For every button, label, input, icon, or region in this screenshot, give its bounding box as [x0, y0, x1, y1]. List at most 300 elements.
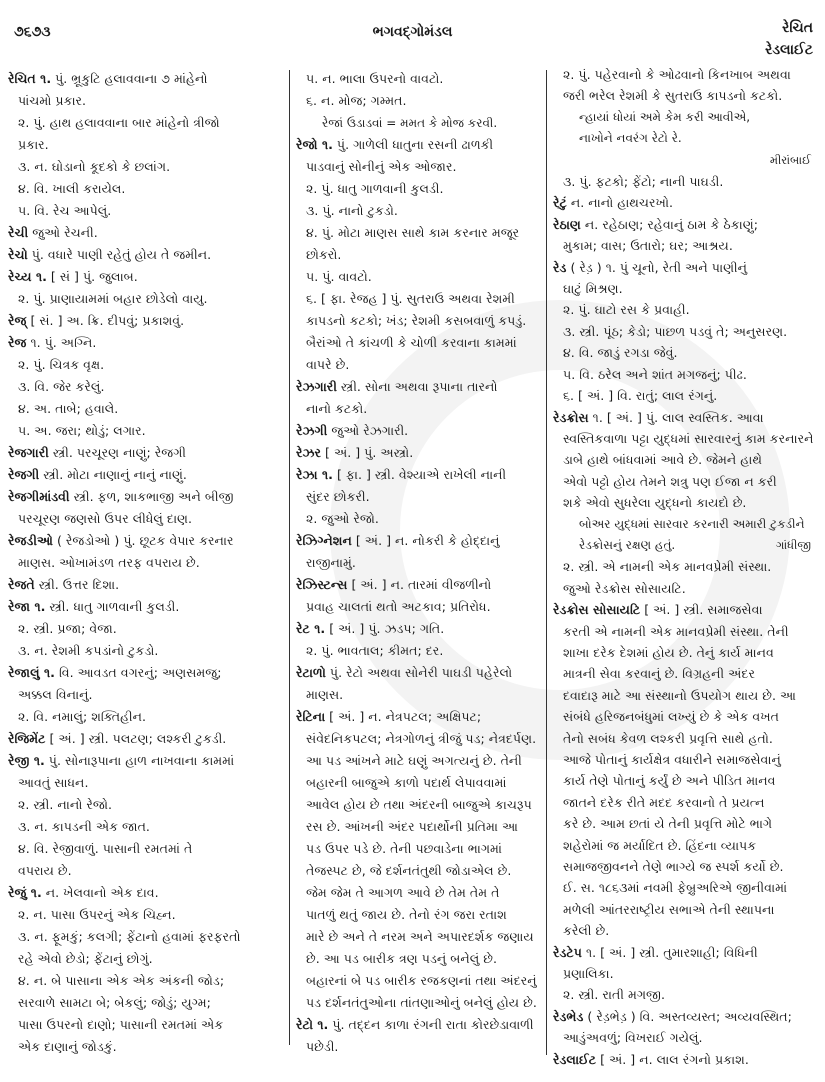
quotation-line: [553, 514, 819, 535]
quotation-line: [553, 107, 819, 128]
continuation-line: [553, 813, 819, 834]
continuation-line: [296, 728, 540, 750]
sense-line: [553, 299, 819, 320]
definition-text: પ્રકાર.: [18, 137, 49, 152]
definition-text: [ સં. ] અ. ક્રિ. દીપવું; પ્રકાશવું.: [26, 313, 185, 328]
headword: રેઝગી: [296, 423, 328, 438]
definition-text: સમાજજીવનને તેણે ભાગ્યે જ સ્પર્શ કર્યો છે.: [563, 859, 784, 875]
definition-text: માણસ. ઓખામંડળ તરફ વપરાય છે.: [18, 555, 200, 570]
definition-text: આજે પોતાનું કાર્યક્ષેત્ર વધારીને સમાજસેવાનું: [563, 752, 781, 767]
definition-text: સંબંધે હરિજનબંધુમાં લખ્યું છે કે એક વખત: [563, 709, 779, 725]
definition-text: ૬. ન. મોજ; ગમ્મત.: [306, 93, 407, 108]
headword: રેજ્: [8, 313, 27, 328]
sense-line: [296, 178, 540, 200]
continuation-line: [8, 90, 284, 112]
column-3: [553, 64, 819, 1070]
definition-text: ૨. સ્ત્રી. નાનો રેજો.: [18, 797, 112, 812]
definition-text: વિ. આવડત વગરનું; અણસમજુ;: [54, 665, 222, 680]
definition-text: ૪. વિ. ખાલી કરાયેલ.: [18, 181, 126, 196]
definition-text: ૨. પું. પહેરવાનો કે ઓઢવાનો કિનખાબ અથવા: [563, 67, 791, 82]
sense-line: [8, 398, 284, 420]
sense-line: [296, 508, 540, 530]
definition-text: જાતને દરેક રીતે મદદ કરવાનો તે પ્રયત્ન: [563, 794, 765, 810]
entry-headline: [8, 662, 284, 684]
definition-text: [ અં. ] ન. નોકરી કે હોદ્દાનું: [351, 533, 500, 548]
definition-text: પાડવાનું સોનીનું એક ઓજાર.: [306, 159, 457, 174]
continuation-line: [553, 235, 819, 256]
definition-text: સરવાળે સામટા બે; બેકલું; જોડું; યુગ્મ;: [18, 995, 211, 1010]
quotation-line: [553, 535, 819, 556]
headword: રેડટેપ: [553, 944, 582, 960]
continuation-line: [8, 992, 284, 1014]
definition-text: ૪. વિ. જાડું રગડા જેવું.: [563, 345, 678, 361]
headword: રેજાલું ૧.: [8, 665, 55, 680]
continuation-line: [296, 882, 540, 904]
definition-text: આ પડ આંખને માટે ઘણું અગત્યનું છે. તેની: [306, 753, 522, 768]
definition-text: કરેલી છે.: [563, 923, 610, 939]
definition-text: છોકરો.: [306, 247, 342, 262]
entry-headline: [296, 376, 540, 398]
definition-text: ન. રહેઠાણ; રહેવાનું ઠામ કે ઠેકાણું;: [580, 216, 758, 232]
headword: રેઝગારી: [296, 379, 337, 394]
continuation-line: [296, 904, 540, 926]
definition-text: ૩. સ્ત્રી. પૂંઠ; કેડો; પાછળ પડવું તે; અનુસરણ.: [563, 323, 788, 339]
definition-text: ડાબે હાથે બાંધવામાં આવે છે. જેમને હાથે: [563, 452, 762, 468]
continuation-line: [296, 596, 540, 618]
sense-line: [8, 288, 284, 310]
definition-text: મુકામ; વાસ; ઉતારો; ઘર; આશ્રય.: [563, 238, 733, 254]
continuation-line: [296, 486, 540, 508]
continuation-line: [296, 926, 540, 948]
headword: રેજગારી: [8, 445, 49, 460]
headword: રેટો ૧.: [296, 1017, 329, 1032]
definition-text: ૨. પું. હાથ હલાવવાના બાર માંહેનો ત્રીજો: [18, 115, 220, 130]
continuation-line: [8, 1014, 284, 1036]
definition-text: ૨. વિ. નમાલું; શક્તિહીન.: [18, 709, 147, 724]
sense-line: [8, 640, 284, 662]
entry-headline: [553, 257, 819, 278]
headword: રેચ્ય ૧.: [8, 269, 47, 284]
sense-line: [553, 385, 819, 406]
continuation-line: [296, 750, 540, 772]
entry-headline: [8, 882, 284, 904]
continuation-line: [296, 354, 540, 376]
definition-text: અક્કલ વિનાનું.: [18, 687, 93, 702]
definition-text: મીરાંબાઈ: [769, 152, 811, 167]
definition-text: ૫. ન. ભાલા ઉપરનો વાવટો.: [306, 71, 444, 86]
continuation-line: [8, 552, 284, 574]
entry-headline: [8, 222, 284, 244]
continuation-line: [553, 877, 819, 898]
definition-text: ૫. વિ. ઠરેલ અને શાંત મગજનું; પીઢ.: [563, 366, 747, 382]
definition-text: ૨. સ્ત્રી. પ્રજા; વેજા.: [18, 621, 117, 636]
definition-text: શાખા દરેક દેશમાં હોય છે. તેનું કાર્ય માનવ: [563, 644, 774, 660]
definition-text: સ્ત્રી. સોના અથવા રૂપાના તારનો: [336, 379, 498, 394]
definition-text: શહેરોમાં જ મર્યાદિત છે. હિંદના વ્યાપક: [563, 837, 757, 853]
definition-text: ૨. પું. ઘાટો રસ કે પ્રવાહી.: [563, 302, 690, 318]
headword: રેઝિગ્નેશન: [296, 533, 352, 548]
definition-text: મળેલી આંતરરાષ્ટ્રીય સભાએ તેની સ્થાપના: [563, 901, 775, 917]
definition-text: ૩. ન. ઘોડાનો કૂદકો કે છલાંગ.: [18, 159, 171, 174]
definition-text: ૪. વિ. રેજીવાળું. પાસાની રમતમાં તે: [18, 841, 193, 856]
headword: રેઝર: [296, 445, 322, 460]
entry-headline: [8, 464, 284, 486]
sense-line: [8, 178, 284, 200]
definition-text: પડ દર્શનતંતુઓના તાંતણાઓનું બનેલું હોય છે.: [306, 995, 537, 1010]
quotation-attribution: ગાંધીજી: [775, 537, 811, 552]
continuation-line: [296, 156, 540, 178]
definition-text: કરતી એ નામની એક માનવપ્રેમી સંસ્થા. તેની: [563, 623, 789, 639]
definition-text: બોઅર યુદ્ધમાં સારવાર કરનારી અમારી ટુકડીને: [579, 516, 805, 531]
entry-headline: [553, 1049, 819, 1070]
definition-text: પાતળું થતું જાય છે. તેનો રંગ જરા રતાશ: [306, 907, 507, 922]
continuation-line: [553, 856, 819, 877]
column-divider: [546, 70, 547, 1055]
definition-text: દવાદારૂ માટે આ સંસ્થાનો ઉપયોગ થાય છે. આ: [563, 687, 797, 703]
entry-headline: [296, 464, 540, 486]
definition-text: ૩. પું. ફટકો; ફેંટો; નાની પાઘડી.: [563, 174, 724, 190]
entry-headline: [8, 244, 284, 266]
sense-line: [8, 156, 284, 178]
continuation-line: [296, 310, 540, 332]
definition-text: માત્રની સેવા કરવાનું છે. વિગ્રહની અંદર: [563, 666, 755, 682]
continuation-line: [296, 398, 540, 420]
entry-headline: [8, 442, 284, 464]
headword: રેડલાઈટ: [553, 1051, 597, 1067]
definition-text: પ્રણાલિકા.: [563, 966, 614, 982]
definition-text: કાપડનો કટકો; ખંડ; રેશમી કસબવાળું કપડું.: [306, 313, 527, 328]
headword: રેજું ૧.: [8, 885, 42, 900]
definition-text: [ ફા. ] સ્ત્રી. વેશ્યાએ રાખેલી નાની: [332, 467, 507, 482]
definition-text: ૫. પું. વાવટો.: [306, 269, 372, 284]
definition-text: તેજસ્પટ છે, જે દર્શનતંતુથી જોડાએલ છે.: [306, 863, 512, 878]
continuation-line: [553, 685, 819, 706]
headword: રેઠાણ: [553, 216, 581, 232]
entry-headline: [8, 68, 284, 90]
definition-text: [ અં. ] ન. નેત્રપટલ; અક્ષિપટ;: [325, 709, 482, 724]
definition-text: પાસા ઉપરનો દાણો; પાસાની રમતમાં એક: [18, 1017, 224, 1032]
sense-line: [553, 321, 819, 342]
continuation-line: [553, 792, 819, 813]
continuation-line: [8, 508, 284, 530]
entry-headline: [8, 574, 284, 596]
definition-text: ૬. [ ફા. રેજહ ] પું. સુતરાઉ અથવા રેશમી: [306, 291, 515, 306]
sense-line: [553, 556, 819, 577]
headword: રેટિના: [296, 709, 326, 724]
continuation-line: [553, 899, 819, 920]
definition-text: વાપરે છે.: [306, 357, 350, 372]
sense-line: [8, 904, 284, 926]
entry-headline: [8, 596, 284, 618]
definition-text: પું. ભ્રૂકુટિ હલાવવાના ૭ માંહેનો: [51, 71, 208, 86]
definition-text: પડ ઉપર પડે છે. તેની પછવાડેના ભાગમાં: [306, 841, 503, 856]
page-title: ભગવદ્ગોમંડલ: [372, 24, 453, 40]
quotation-attribution: [553, 150, 819, 171]
continuation-line: [296, 816, 540, 838]
continuation-line: [553, 706, 819, 727]
sense-line: [553, 342, 819, 363]
definition-text: ૩. વિ. જેર કરેલું.: [18, 379, 105, 394]
entry-headline: [553, 599, 819, 620]
definition-text: જુઓ રેઝગારી.: [327, 423, 409, 438]
page-number: ૭૬૭૩: [14, 24, 51, 40]
definition-text: જુઓ રેડક્રોસ સોસાયટિ.: [563, 580, 686, 596]
headword: રેજતે: [8, 577, 35, 592]
headword: રેડ: [553, 259, 567, 275]
continuation-line: [296, 970, 540, 992]
definition-text: પું. રેટો અથવા સોનેરી પાઘડી પહેરેલો: [325, 665, 513, 680]
sense-line: [296, 266, 540, 288]
definition-text: ન્હાયાં ધોયાં અમે કેમ કરી આવીએ,: [579, 109, 751, 124]
definition-text: ૨. પું. ભાવતાલ; કીમત; દર.: [306, 643, 444, 658]
sense-line: [8, 838, 284, 860]
definition-text: પછેડી.: [306, 1039, 339, 1054]
definition-text: એવો પટ્ટો હોય તેમને શત્રુ પણ ઈજા ન કરી: [563, 473, 777, 489]
entry-headline: [296, 420, 540, 442]
headword: રેડક્રોસ: [553, 409, 589, 425]
definition-text: ( રેજડોઓ ) પું. છૂટક વેપાર કરનાર: [52, 533, 234, 548]
sense-line: [8, 794, 284, 816]
entry-headline: [8, 486, 284, 508]
headword: રેડભેડ: [553, 1008, 584, 1024]
sense-line: [296, 200, 540, 222]
definition-text: એક દાણાનું જોડકું.: [18, 1039, 117, 1054]
continuation-line: [553, 749, 819, 770]
definition-text: ૨. પું. ધાતુ ગાળવાની કુલડી.: [306, 181, 444, 196]
definition-text: સ્ત્રી. મોટા નાણાનું નાનું નાણું.: [39, 467, 187, 482]
continuation-line: [8, 948, 284, 970]
definition-text: રહે એવો છેડો; ફેંટાનું છોગું.: [18, 951, 153, 966]
entry-headline: [296, 662, 540, 684]
sense-line: [8, 970, 284, 992]
definition-text: સ્ત્રી. ફળ, શાકભાજી અને બીજી: [69, 489, 234, 504]
entry-headline: [8, 332, 284, 354]
continuation-line: [296, 838, 540, 860]
sense-line: [553, 364, 819, 385]
continuation-line: [296, 1036, 540, 1058]
definition-text: બૈરાંઓ તે કાંચળી કે ચોળી કરવાના કામમાં: [306, 335, 517, 350]
column-divider: [289, 70, 290, 1045]
definition-text: પું. સોનારૂપાના હાળ નાખવાના કામમાં: [44, 753, 235, 768]
definition-text: ૧. [ અં. ] પું. લાલ સ્વસ્તિક. આવા: [588, 409, 764, 425]
sense-line: [8, 200, 284, 222]
quotation-line: [553, 128, 819, 149]
headword: રેજગીમાંડવી: [8, 489, 70, 504]
definition-text: ન. નાનો હાથચરખો.: [566, 195, 674, 211]
definition-text: [ અં. ] ન. લાલ રંગનો પ્રકાશ.: [596, 1051, 749, 1067]
definition-text: ૨. સ્ત્રી. રાતી મગજી.: [563, 987, 665, 1003]
continuation-line: [296, 992, 540, 1014]
sense-line: [296, 288, 540, 310]
definition-text: સંવેદનિકપટલ; નેત્રગોળનું ત્રીજું પડ; નેત્રદર્પણ.: [306, 731, 537, 746]
continuation-line: [296, 244, 540, 266]
definition-text: ૫. અ. જરા; થોડું; લગાર.: [18, 423, 146, 438]
definition-text: રેડક્રોસનું રક્ષણ હતું.: [579, 537, 676, 552]
definition-text: પું. તદ્દન કાળા રંગની રાતા કોરછેડાવાળી: [328, 1017, 534, 1032]
definition-text: ૨. સ્ત્રી. એ નામની એક માનવપ્રેમી સંસ્થા.: [563, 559, 772, 575]
continuation-line: [553, 85, 819, 106]
definition-text: શકે એવો સુધરેલા યુદ્ધનો કાયદો છે.: [563, 495, 747, 511]
definition-text: ઘાટું મિશ્રણ.: [563, 281, 623, 297]
definition-text: વપરાય છે.: [18, 863, 72, 878]
definition-text: ૪. અ. તાબે; હવાલે.: [18, 401, 119, 416]
headword: રેડક્રોસ સોસાયટિ: [553, 602, 641, 618]
continuation-line: [8, 684, 284, 706]
definition-text: ૧. [ અં. ] સ્ત્રી. તુમારશાહી; વિધિની: [581, 944, 758, 960]
definition-text: ૪. ન. બે પાસાના એક એક અંકની જોડ;: [18, 973, 225, 988]
definition-text: સ્ત્રી. પરચૂરણ નાણું; રેજગી: [48, 445, 187, 460]
sense-line: [8, 706, 284, 728]
entry-headline: [296, 1014, 540, 1036]
headword: રેજગી: [8, 467, 40, 482]
continuation-line: [553, 492, 819, 513]
sense-line: [296, 640, 540, 662]
continuation-line: [553, 278, 819, 299]
definition-text: ૬. [ અં. ] વિ. રાતું; લાલ રંગનું.: [563, 388, 718, 404]
entry-headline: [8, 750, 284, 772]
continuation-line: [553, 621, 819, 642]
continuation-line: [296, 552, 540, 574]
continuation-line: [553, 428, 819, 449]
definition-text: ૪. પું. મોટા માણસ સાથે કામ કરનાર મજૂર: [306, 225, 520, 240]
entry-headline: [8, 266, 284, 288]
entry-headline: [296, 618, 540, 640]
headword: રેટું: [553, 195, 567, 211]
continuation-line: [553, 449, 819, 470]
headword: રેચી: [8, 225, 29, 240]
entry-headline: [8, 310, 284, 332]
sense-line: [8, 618, 284, 640]
definition-text: સ્વસ્તિકવાળા પટ્ટા યુદ્ધમાં સારવારનું કામ કરનારને: [563, 430, 814, 446]
definition-text: બહારનાં બે પડ બારીક રજકણનાં તથા અંદરનું: [306, 973, 537, 988]
continuation-line: [553, 663, 819, 684]
headword: રેજ: [8, 335, 27, 350]
quotation-line: [296, 112, 540, 134]
continuation-line: [553, 770, 819, 791]
entry-headline: [8, 530, 284, 552]
definition-text: ( રેડ઼ભેડ઼ ) વિ. અસ્તવ્યસ્ત; અવ્યવસ્થિત;: [583, 1008, 792, 1024]
entry-headline: [296, 442, 540, 464]
definition-text: સુંદર છોકરી.: [306, 489, 370, 504]
column-1: [8, 68, 284, 1058]
definition-text: આડુંઅવળું; વિખરાઈ ગયેલું.: [563, 1030, 703, 1046]
definition-text: પરચૂરણ જણસો ઉપર લીધેલું દાણ.: [18, 511, 193, 526]
definition-text: [ અં. ] સ્ત્રી. પલટણ; લશ્કરી ટુકડી.: [45, 731, 227, 746]
definition-text: ૨. ન. પાસા ઉપરનું એક ચિહ્ન.: [18, 907, 176, 922]
definition-text: [ અં. ] સ્ત્રી. સમાજસેવા: [640, 602, 763, 618]
definition-text: ( રેડ઼ ) ૧. પું ચૂનો, રેતી અને પાણીનું: [566, 259, 748, 275]
headword: રેજો ૧.: [296, 137, 333, 152]
definition-text: પાંચમો પ્રકાર.: [18, 93, 87, 108]
headword: રેચો: [8, 247, 28, 262]
headword: રેજા ૧.: [8, 599, 46, 614]
definition-text: કરે છે. આમ છતાં યે તેની પ્રવૃત્તિ મોટે ભાગે: [563, 816, 773, 832]
continuation-line: [296, 684, 540, 706]
headword: રેચિત ૧.: [8, 71, 52, 86]
continuation-line: [296, 948, 540, 970]
continuation-line: [553, 471, 819, 492]
guide-word-first: રેચિત: [782, 20, 813, 36]
definition-text: છે. આ પડ બારીક ત્રણ પડનું બનેલું છે.: [306, 951, 498, 966]
continuation-line: [296, 772, 540, 794]
continuation-line: [296, 860, 540, 882]
entry-headline: [553, 942, 819, 963]
continuation-line: [8, 1036, 284, 1058]
definition-text: રેજાં ઉડાડવાં = મમત કે મોજ કરવી.: [322, 116, 498, 130]
entry-headline: [296, 530, 540, 552]
sense-line: [8, 926, 284, 948]
definition-text: ન. ખેલવાનો એક દાવ.: [41, 885, 159, 900]
sense-line: [8, 354, 284, 376]
definition-text: પ્રવાહ ચાલતાં થતો અટકાવ; પ્રતિરોધ.: [306, 599, 491, 614]
definition-text: માણસ.: [306, 687, 344, 702]
definition-text: ૨. પું. ચિત્રક વૃક્ષ.: [18, 357, 105, 372]
continuation-line: [8, 860, 284, 882]
definition-text: ૧. પું. અગ્નિ.: [26, 335, 97, 350]
sense-line: [553, 64, 819, 85]
continuation-line: [8, 772, 284, 794]
definition-text: જેમ જેમ તે આગળ આવે છે તેમ તેમ તે: [306, 885, 500, 900]
headword: રેઝા ૧.: [296, 467, 333, 482]
definition-text: ૨. જુઓ રેજો.: [306, 511, 379, 526]
continuation-line: [553, 728, 819, 749]
definition-text: આવતું સાધન.: [18, 775, 89, 790]
definition-text: નાનો કટકો.: [306, 401, 368, 416]
definition-text: ૩. ન. કાપડની એક જાત.: [18, 819, 150, 834]
sense-line: [8, 420, 284, 442]
continuation-line: [553, 578, 819, 599]
sense-line: [296, 68, 540, 90]
definition-text: રાજીનામું.: [306, 555, 356, 570]
entry-headline: [553, 407, 819, 428]
definition-text: ૩. ન. ફૂમકું; કલગી; ફેંટાનો હવામાં ફરફરતો: [18, 929, 241, 944]
definition-text: સ્ત્રી. ધાતુ ગાળવાની કુલડી.: [45, 599, 180, 614]
definition-text: [ સં ] પું. જુલાબ.: [46, 269, 138, 284]
continuation-line: [8, 134, 284, 156]
continuation-line: [553, 642, 819, 663]
definition-text: તેનો સબંધ કેવળ લશ્કરી પ્રવૃત્તિ સાથે હતો.: [563, 730, 773, 746]
definition-text: જરી ભરેલ રેશમી કે સુતરાઉ કાપડનો કટકો.: [563, 88, 783, 104]
continuation-line: [296, 794, 540, 816]
entry-headline: [296, 574, 540, 596]
continuation-line: [553, 835, 819, 856]
entry-headline: [8, 728, 284, 750]
definition-text: પું. વધારે પાણી રહેતું હોય તે જમીન.: [27, 247, 212, 262]
definition-text: જુઓ રેચની.: [28, 225, 98, 240]
definition-text: રસ છે. આંખની અંદર પદાર્થોની પ્રતિમા આ: [306, 819, 518, 834]
entry-headline: [553, 192, 819, 213]
definition-text: પું. ગાળેલી ધાતુના રસની ઢાળકી: [332, 137, 494, 152]
entry-headline: [296, 134, 540, 156]
continuation-line: [553, 963, 819, 984]
definition-text: આવેલ હોય છે તથા અંદરની બાજુએ કાચરૂપ: [306, 797, 532, 812]
definition-text: ઈ. સ. ૧૮૬૩માં નવમી ફેબ્રુઅરિએ જીનીવામાં: [563, 880, 788, 896]
definition-text: નાખોને નવરંગ રેટો રે.: [579, 131, 682, 146]
definition-text: સ્ત્રી. ઉત્તર દિશા.: [34, 577, 120, 592]
headword: રેજિમેંટ: [8, 731, 46, 746]
headword: રેજી ૧.: [8, 753, 45, 768]
entry-headline: [553, 1006, 819, 1027]
sense-line: [8, 816, 284, 838]
definition-text: બહારની બાજુએ કાળો પદાર્થ લેપાવવામાં: [306, 775, 507, 790]
headword: રેજડીઓ: [8, 533, 53, 548]
continuation-line: [296, 332, 540, 354]
definition-text: [ અં. ] પું. અસ્ત્રો.: [321, 445, 414, 460]
sense-line: [296, 90, 540, 112]
sense-line: [8, 112, 284, 134]
sense-line: [296, 222, 540, 244]
sense-line: [553, 171, 819, 192]
